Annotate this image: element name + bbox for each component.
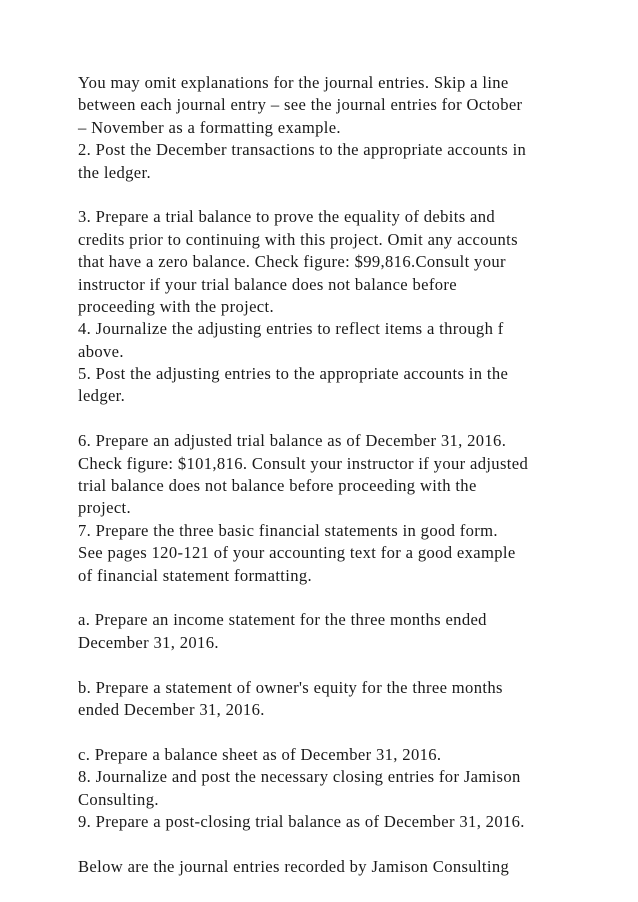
text-line: You may omit explanations for the journal entries. Skip a line xyxy=(78,73,509,92)
text-line: above. xyxy=(78,341,124,361)
blank-line xyxy=(78,587,578,609)
blank-line xyxy=(78,833,578,855)
text-line: ledger. xyxy=(78,386,126,406)
text-line: 5. Post the adjusting entries to the appropriate accounts in the xyxy=(78,364,509,384)
document-body xyxy=(78,72,578,878)
text-line: project. xyxy=(78,498,132,518)
text-line: of financial statement formatting. xyxy=(78,565,312,585)
text-line: b. Prepare a statement of owner's equity for the three months xyxy=(78,677,503,697)
blank-line xyxy=(78,721,578,743)
text-line: ended December 31, 2016. xyxy=(78,699,265,719)
text-line: between each journal entry – see the journal entries for October xyxy=(78,95,523,115)
text-line: credits prior to continuing with this project. Omit any accounts xyxy=(78,229,518,249)
blank-line xyxy=(78,654,578,676)
text-line: 8. Journalize and post the necessary closing entries for Jamison xyxy=(78,767,521,787)
blank-line xyxy=(78,408,578,430)
text-line: December 31, 2016. xyxy=(78,632,219,652)
text-line: trial balance does not balance before proceeding with the xyxy=(78,476,477,496)
blank-line xyxy=(78,184,578,206)
text-line: Check figure: $101,816. Consult your instructor if your adjusted xyxy=(78,453,529,473)
text-line: – November as a formatting example. xyxy=(78,117,341,137)
text-line: that have a zero balance. Check figure: $99,816.Consult your xyxy=(78,252,506,272)
text-line: 7. Prepare the three basic financial statements in good form. xyxy=(78,520,498,540)
text-line: 4. Journalize the adjusting entries to reflect items a through f xyxy=(78,319,504,339)
text-line: 2. Post the December transactions to the appropriate accounts in xyxy=(78,140,527,160)
text-line: a. Prepare an income statement for the three months ended xyxy=(78,610,487,630)
text-line: the ledger. xyxy=(78,162,151,182)
text-line: Consulting. xyxy=(78,789,159,809)
text-line: 3. Prepare a trial balance to prove the equality of debits and xyxy=(78,207,496,227)
text-line: proceeding with the project. xyxy=(78,296,274,316)
text-line: 6. Prepare an adjusted trial balance as of December 31, 2016. xyxy=(78,431,507,451)
text-line: See pages 120-121 of your accounting text for a good example xyxy=(78,543,516,563)
text-line: 9. Prepare a post-closing trial balance as of December 31, 2016. xyxy=(78,811,525,831)
text-line: instructor if your trial balance does not balance before xyxy=(78,274,457,294)
text-line: Below are the journal entries recorded by Jamison Consulting xyxy=(78,856,510,876)
text-line: c. Prepare a balance sheet as of December 31, 2016. xyxy=(78,744,442,764)
